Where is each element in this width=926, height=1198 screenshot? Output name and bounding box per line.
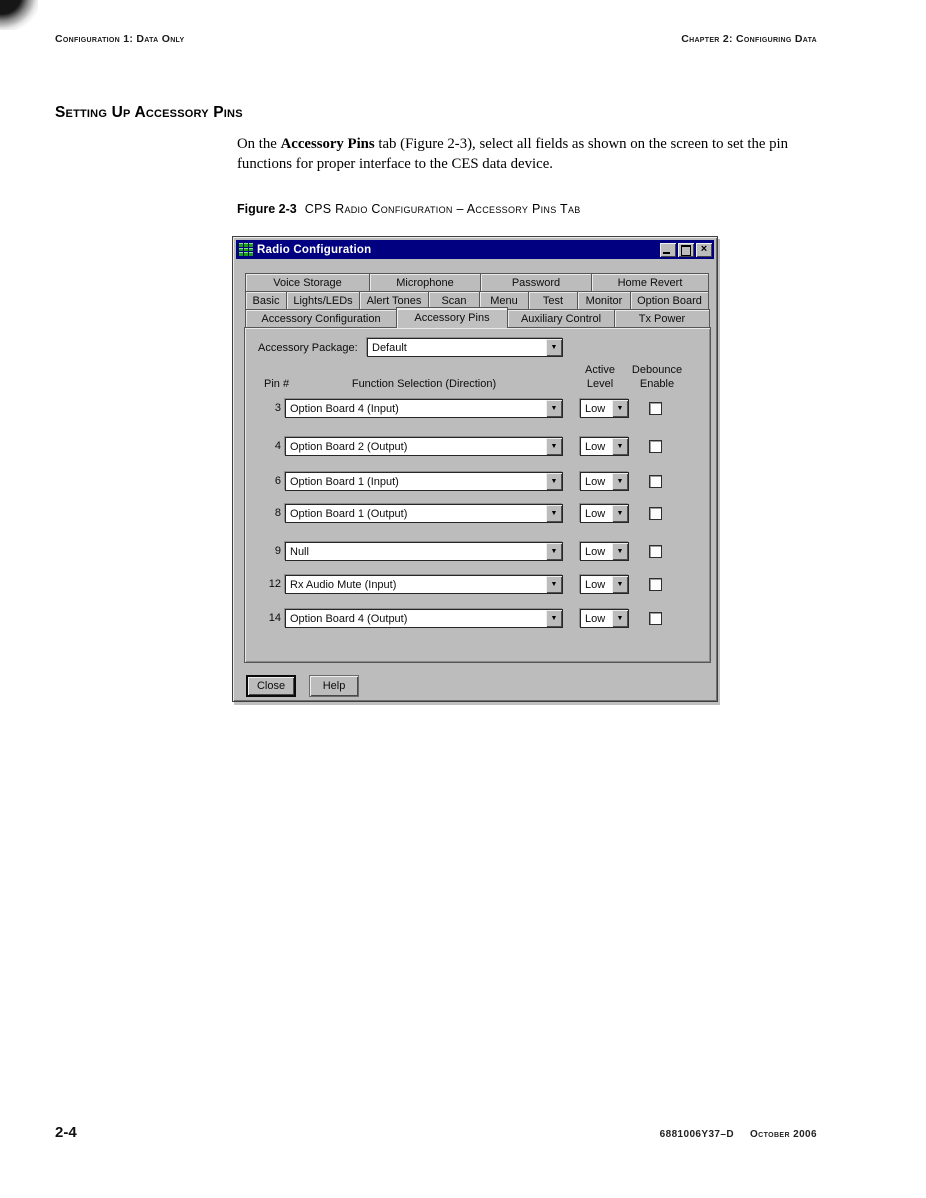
dropdown-arrow-icon[interactable]: ▼ [546,339,562,356]
pin-row [245,437,712,456]
section-heading: Setting Up Accessory Pins [55,104,243,121]
dropdown-arrow-icon[interactable]: ▼ [546,543,562,560]
tab-label: Auxiliary Control [520,312,602,325]
tab-label: Microphone [396,276,454,289]
page-header-right: Chapter 2: Configuring Data [681,33,817,45]
figure-caption-text: CPS Radio Configuration – Accessory Pins Tab [304,202,581,216]
tab-label: Monitor [585,294,623,307]
active-level-select[interactable] [580,399,629,418]
pin-number: 6 [274,475,281,487]
function-select[interactable] [285,504,563,523]
help-button-label: Help [322,680,346,692]
function-select[interactable] [285,437,563,456]
pin-row [245,504,712,523]
function-select[interactable] [285,575,563,594]
dropdown-arrow-icon[interactable]: ▼ [546,400,562,417]
dropdown-arrow-icon[interactable]: ▼ [612,473,628,490]
tab-accessory-pins[interactable] [396,307,508,328]
dropdown-arrow-icon[interactable]: ▼ [612,505,628,522]
function-select[interactable] [285,472,563,491]
dropdown-arrow-icon[interactable]: ▼ [612,400,628,417]
selected-value: Low [585,612,606,625]
column-header-line: Enable [639,377,675,390]
footer-doc-code: 6881006Y37–D [659,1129,734,1140]
tab-label: Home Revert [617,276,683,289]
selected-value: Low [585,475,606,488]
dropdown-arrow-icon[interactable]: ▼ [546,438,562,455]
tab-label: Option Board [637,294,702,307]
dropdown-arrow-icon[interactable]: ▼ [546,505,562,522]
column-header-line: Level [586,377,614,390]
tab-row-3 [245,309,712,327]
column-header-line: Active [585,364,615,376]
close-button-label: Close [256,680,286,692]
accessory-package-select[interactable] [367,338,563,357]
tab-label: Test [542,294,564,307]
debounce-checkbox[interactable] [649,612,662,625]
selected-value: Low [585,507,606,520]
selected-value: Option Board 4 (Input) [290,402,399,415]
pin-number: 3 [274,402,281,414]
accessory-pins-panel [244,327,711,663]
tab-voice-storage[interactable] [245,273,370,291]
pin-row [245,609,712,628]
footer-right [660,1129,817,1140]
selected-value: Option Board 1 (Output) [290,507,408,520]
selected-value: Low [585,440,606,453]
pin-row [245,575,712,594]
tab-monitor[interactable] [577,291,631,309]
window-title: Radio Configuration [257,243,372,256]
column-header-pin: Pin # [264,378,290,390]
debounce-checkbox[interactable] [649,440,662,453]
pin-number: 14 [268,612,281,624]
tab-tx-power[interactable] [614,309,710,327]
radio-configuration-dialog [232,236,718,702]
function-select[interactable] [285,399,563,418]
active-level-select[interactable] [580,437,629,456]
minimize-button[interactable] [660,243,676,257]
dropdown-arrow-icon[interactable]: ▼ [546,473,562,490]
selected-value: Low [585,578,606,591]
tab-test[interactable] [528,291,578,309]
debounce-checkbox[interactable] [649,402,662,415]
active-level-select[interactable] [580,609,629,628]
selected-value: Option Board 4 (Output) [290,612,408,625]
active-level-select[interactable] [580,575,629,594]
selected-value: Null [290,545,309,558]
dropdown-arrow-icon[interactable]: ▼ [612,576,628,593]
debounce-checkbox[interactable] [649,507,662,520]
pin-number: 9 [274,545,281,557]
active-level-select[interactable] [580,542,629,561]
tab-label: Password [511,276,561,289]
scan-artifact [0,0,38,30]
dropdown-arrow-icon[interactable]: ▼ [612,543,628,560]
active-level-select[interactable] [580,504,629,523]
selected-value: Default [372,341,407,354]
tab-label: Alert Tones [366,294,422,307]
dropdown-arrow-icon[interactable]: ▼ [546,576,562,593]
pin-number: 8 [274,507,281,519]
tab-option-board[interactable] [630,291,709,309]
selected-value: Low [585,402,606,415]
dropdown-arrow-icon[interactable]: ▼ [612,610,628,627]
tab-label: Basic [252,294,280,307]
debounce-checkbox[interactable] [649,475,662,488]
dropdown-arrow-icon[interactable]: ▼ [546,610,562,627]
selected-value: Option Board 2 (Output) [290,440,408,453]
selected-value: Option Board 1 (Input) [290,475,399,488]
tab-row-1 [245,273,712,291]
function-select[interactable] [285,542,563,561]
tab-lights-leds[interactable] [286,291,360,309]
paragraph-bold-term: Accessory Pins [280,136,375,152]
tab-label: Tx Power [638,312,686,325]
accessory-package-label: Accessory Package: [258,342,358,354]
paragraph-prefix: On the [237,136,281,152]
close-button[interactable] [246,675,296,697]
window-close-icon: × [700,243,708,255]
page-header-left: Configuration 1: Data Only [55,33,185,45]
tab-basic[interactable] [245,291,287,309]
help-button[interactable] [309,675,359,697]
body-paragraph [237,135,812,174]
tab-auxiliary-control[interactable] [507,309,615,327]
tab-label: Lights/LEDs [293,294,353,307]
app-icon [239,243,253,256]
debounce-checkbox[interactable] [649,578,662,591]
tab-label: Voice Storage [273,276,342,289]
pin-row [245,542,712,561]
column-header-line: Debounce [631,364,683,376]
tab-label: Accessory Configuration [261,312,381,325]
tab-home-revert[interactable] [591,273,709,291]
tab-label: Accessory Pins [414,312,490,324]
window-close-button[interactable] [696,243,712,257]
column-header-function: Function Selection (Direction) [351,378,497,390]
debounce-checkbox[interactable] [649,545,662,558]
tab-label: Scan [441,294,467,307]
dialog-titlebar[interactable] [236,240,714,259]
pin-number: 4 [274,440,281,452]
tab-label: Menu [490,294,518,307]
window-buttons [660,243,712,257]
paragraph-suffix: tab (Figure 2-3), select all fields as shown on the screen to set the pin functions for proper interface to the CES data device. [237,136,789,172]
footer-page-number: 2-4 [55,1124,77,1141]
tab-password[interactable] [480,273,592,291]
selected-value: Rx Audio Mute (Input) [290,578,397,591]
figure-caption [237,202,581,216]
figure-caption-label: Figure 2-3 [237,202,297,216]
pin-row [245,399,712,418]
function-select[interactable] [285,609,563,628]
tab-microphone[interactable] [369,273,481,291]
pin-row [245,472,712,491]
selected-value: Low [585,545,606,558]
dropdown-arrow-icon[interactable]: ▼ [612,438,628,455]
footer-doc-date: October 2006 [749,1129,817,1140]
maximize-button[interactable] [678,243,694,257]
column-header-debounce [623,364,691,392]
pin-number: 12 [268,578,281,590]
column-header-active-level [572,364,628,392]
active-level-select[interactable] [580,472,629,491]
tab-accessory-configuration[interactable] [245,309,397,327]
